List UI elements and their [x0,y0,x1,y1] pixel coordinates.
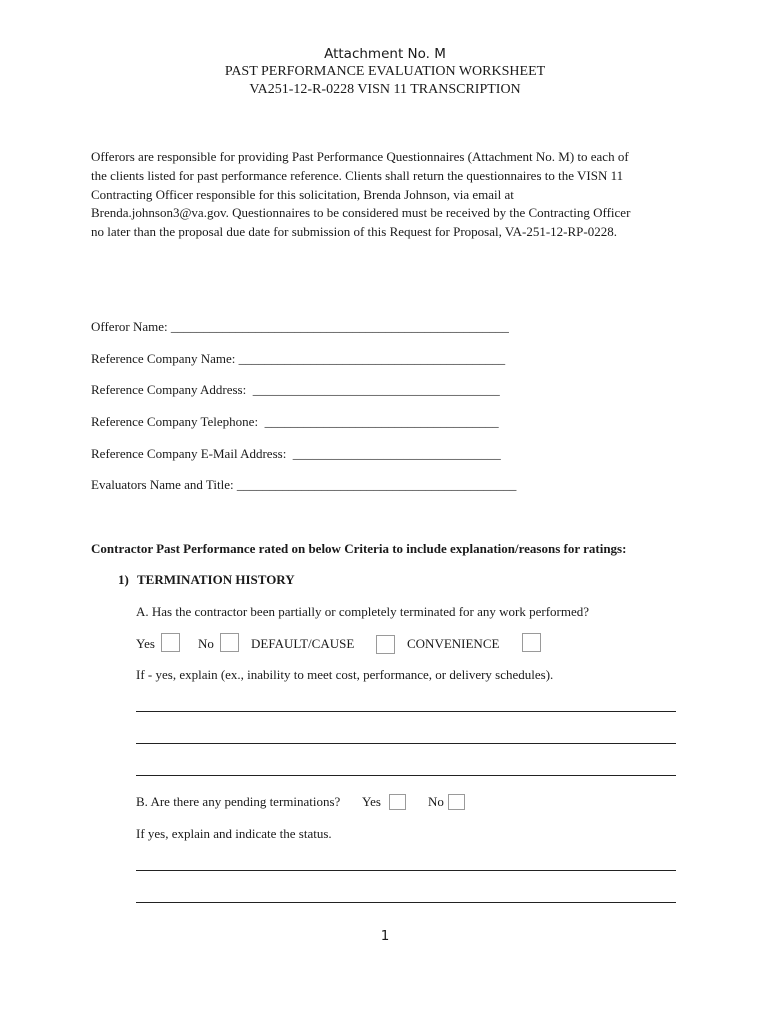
solicitation-title: VA251-12-R-0228 VISN 11 TRANSCRIPTION [249,82,521,97]
default-cause-checkbox[interactable] [376,635,395,654]
offeror-name-field[interactable]: Offeror Name: ____________________________________________________ [91,319,509,334]
question-a: A. Has the contractor been partially or completely terminated for any work performed? [136,604,590,619]
b-yes-label: Yes [362,794,381,809]
yes-label: Yes [136,636,155,651]
page-number: 1 [380,928,390,944]
answer-line[interactable] [136,711,676,712]
attachment-label: Attachment No. M [324,46,446,62]
intro-line: the clients listed for past performance reference. Clients shall return the questionnaires to the VISN 11 [91,167,624,183]
evaluators-name-title-field[interactable]: Evaluators Name and Title: ___________________________________________ [91,477,517,492]
b-yes-checkbox[interactable] [389,794,406,810]
intro-line: no later than the proposal due date for submission of this Request for Proposal, VA-251-12-RP-0228. [91,224,617,240]
answer-line[interactable] [136,870,676,871]
answer-line[interactable] [136,775,676,776]
reference-company-email-field[interactable]: Reference Company E-Mail Address: ________________________________ [91,446,501,461]
criteria-heading: Contractor Past Performance rated on below Criteria to include explanation/reasons for ratings: [91,541,627,556]
b-no-checkbox[interactable] [448,794,465,810]
default-cause-label: DEFAULT/CAUSE [251,636,355,651]
intro-line: Brenda.johnson3@va.gov. Questionnaires to be considered must be received by the Contracting Officer [91,205,631,221]
section-title: TERMINATION HISTORY [137,572,295,587]
reference-company-name-field[interactable]: Reference Company Name: _________________________________________ [91,351,506,366]
answer-line[interactable] [136,902,676,903]
section-number: 1) [118,572,129,587]
intro-line: Offerors are responsible for providing Past Performance Questionnaires (Attachment No. M) to each of [91,149,629,164]
reference-company-address-field[interactable]: Reference Company Address: ______________________________________ [91,382,500,397]
answer-line[interactable] [136,743,676,744]
no-label: No [198,636,214,651]
convenience-label: CONVENIENCE [407,636,500,651]
no-checkbox[interactable] [220,633,239,652]
question-b: B. Are there any pending terminations? [136,794,341,809]
intro-line: Contracting Officer responsible for this solicitation, Brenda Johnson, via email at [91,186,514,202]
explain-a-instruction: If - yes, explain (ex., inability to meet cost, performance, or delivery schedules). [136,667,554,682]
convenience-checkbox[interactable] [522,633,541,652]
b-no-label: No [428,794,444,809]
explain-b-instruction: If yes, explain and indicate the status. [136,826,332,841]
yes-checkbox[interactable] [161,633,180,652]
intro-paragraph [91,148,681,242]
worksheet-title: PAST PERFORMANCE EVALUATION WORKSHEET [224,64,546,79]
reference-company-telephone-field[interactable]: Reference Company Telephone: ____________________________________ [91,414,499,429]
